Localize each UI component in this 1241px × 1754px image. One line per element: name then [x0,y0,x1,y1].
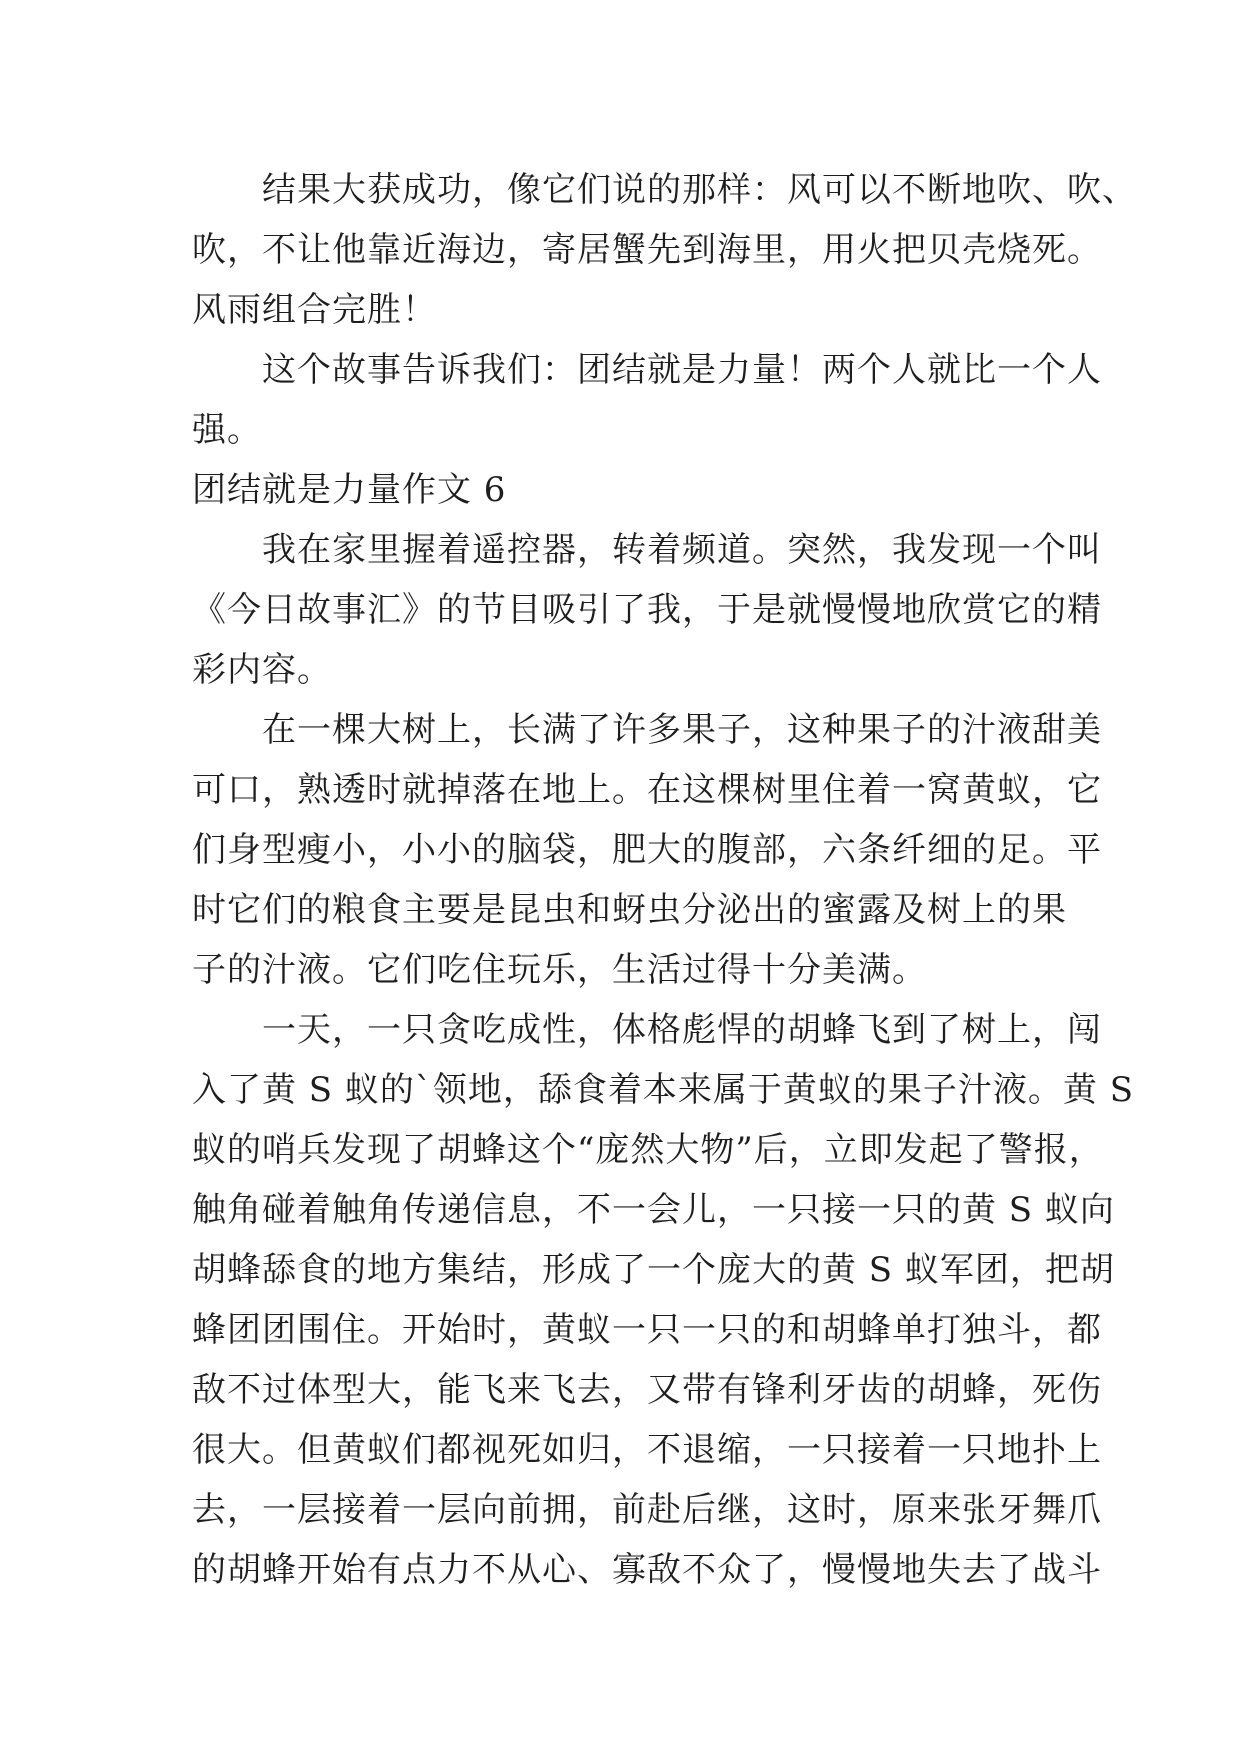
section-heading: 团结就是力量作文 6 [192,470,507,510]
text-line: 一天，一只贪吃成性，体格彪悍的胡蜂飞到了树上，闯 [192,1010,1102,1050]
text-line: 可口，熟透时就掉落在地上。在这棵树里住着一窝黄蚁，它 [192,770,1102,810]
text-line: 风雨组合完胜！ [192,290,437,330]
essay-body [192,160,1137,1600]
text-line: 强。 [192,410,262,450]
text-line: 吹，不让他靠近海边，寄居蟹先到海里，用火把贝壳烧死。 [192,230,1102,270]
text-line: 的胡蜂开始有点力不从心、寡敌不众了，慢慢地失去了战斗 [192,1550,1102,1590]
text-line: 子的汁液。它们吃住玩乐，生活过得十分美满。 [192,950,927,990]
text-line: 这个故事告诉我们：团结就是力量！两个人就比一个人 [192,350,1102,390]
text-line: 触角碰着触角传递信息，不一会儿，一只接一只的黄 S 蚁向 [192,1190,1115,1230]
text-line: 胡蜂舔食的地方集结，形成了一个庞大的黄 S 蚁军团，把胡 [192,1250,1115,1290]
text-line: 们身型瘦小，小小的脑袋，肥大的腹部，六条纤细的足。平 [192,830,1102,870]
text-line: 去，一层接着一层向前拥，前赴后继，这时，原来张牙舞爪 [192,1490,1102,1530]
text-line: 《今日故事汇》的节目吸引了我，于是就慢慢地欣赏它的精 [192,590,1102,630]
text-line: 在一棵大树上，长满了许多果子，这种果子的汁液甜美 [192,710,1102,750]
text-line: 敌不过体型大，能飞来飞去，又带有锋利牙齿的胡蜂，死伤 [192,1370,1102,1410]
text-line: 很大。但黄蚁们都视死如归，不退缩，一只接着一只地扑上 [192,1430,1102,1470]
text-line: 入了黄 S 蚁的`领地，舔食着本来属于黄蚁的果子汁液。黄 S [192,1070,1135,1110]
text-line: 时它们的粮食主要是昆虫和蚜虫分泌出的蜜露及树上的果 [192,890,1067,930]
text-line: 我在家里握着遥控器，转着频道。突然，我发现一个叫 [192,530,1102,570]
text-line: 彩内容。 [192,650,332,690]
text-line: 蜂团团围住。开始时，黄蚁一只一只的和胡蜂单打独斗，都 [192,1310,1102,1350]
text-line: 结果大获成功，像它们说的那样：风可以不断地吹、吹、 [192,170,1137,210]
text-line: 蚁的哨兵发现了胡蜂这个“庞然大物”后，立即发起了警报， [192,1130,1104,1170]
